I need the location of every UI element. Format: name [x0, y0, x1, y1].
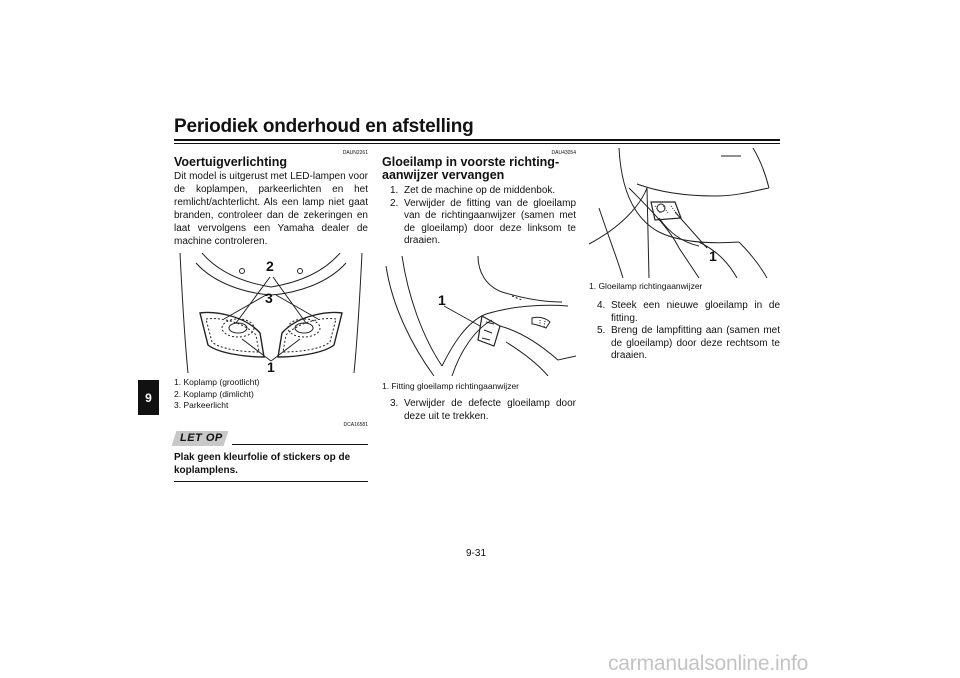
page-title: Periodiek onderhoud en afstelling	[174, 116, 474, 137]
notice-rule-bottom	[174, 481, 368, 482]
bulb-socket-figure	[382, 256, 576, 376]
figure-label-1: 1	[709, 248, 717, 264]
section-body: Dit model is uitgerust met LED-lampen voor de koplampen, parkeerlichten en het remlicht/achterlicht. Als een lamp niet gaat branden, controleer dan de zekeringen en laat vervolgens een Yamaha dealer de machine controleren.	[174, 171, 368, 247]
steps-continued	[382, 398, 576, 423]
headlight-figure	[174, 253, 368, 373]
notice-box	[174, 431, 368, 482]
step-item: 4. Steek een nieuwe gloeilamp in de fitting.	[597, 300, 780, 324]
steps-list	[382, 398, 576, 423]
step-item: 3. Verwijder de defecte gloeilamp door deze uit te trekken.	[390, 398, 576, 422]
heading-line-2: aanwijzer vervangen	[382, 168, 505, 182]
section-heading: Voertuigverlichting	[174, 155, 287, 169]
step-item: 1. Zet de machine op de middenbok.	[390, 185, 556, 196]
page-number: 9-31	[466, 548, 487, 559]
notice-code: DCA16581	[343, 422, 368, 428]
caption-item: 3. Parkeerlicht	[174, 400, 229, 410]
steps-list	[382, 185, 576, 248]
step-item: 5. Breng de lampfitting aan (samen met de gloeilamp) door deze rechtsom te draaien.	[597, 325, 780, 362]
figure-label-3: 3	[265, 290, 273, 306]
step-item: 2. Verwijder de fitting van de gloeilamp van de richtingaanwijzer (samen met de gloeilamp) door deze linksom te draaien.	[390, 197, 576, 247]
figure-caption-list	[174, 377, 368, 412]
header-rule	[174, 139, 780, 141]
caption-item: 2. Koplamp (dimlicht)	[174, 388, 254, 399]
figure-label-1: 1	[267, 359, 275, 373]
heading-line-1: Gloeilamp in voorste richting-	[382, 155, 560, 169]
caption-item: 1. Koplamp (grootlicht)	[174, 377, 260, 387]
notice-rule-top	[232, 444, 368, 445]
section-heading	[382, 156, 576, 182]
figure-caption: 1. Fitting gloeilamp richtingaanwijzer	[382, 381, 520, 391]
notice-heading: LET OP	[180, 432, 223, 444]
steps-list	[589, 300, 780, 363]
section-turn-signal	[382, 150, 576, 248]
section-code: DAUN2261	[342, 150, 368, 156]
header-rule-thin	[174, 143, 780, 144]
chapter-tab: 9	[138, 380, 159, 415]
section-code: DAU43054	[551, 150, 576, 156]
watermark: carmanualsonline.info	[608, 652, 809, 675]
figure-label-1: 1	[438, 292, 446, 308]
notice-text: Plak geen kleurfolie of stickers op de koplamplens.	[174, 452, 351, 476]
figure-caption: 1. Gloeilamp richtingaanwijzer	[589, 281, 703, 291]
steps-final	[589, 300, 780, 363]
section-lighting	[174, 150, 368, 248]
figure-label-2: 2	[266, 258, 274, 274]
bulb-figure	[589, 148, 780, 278]
